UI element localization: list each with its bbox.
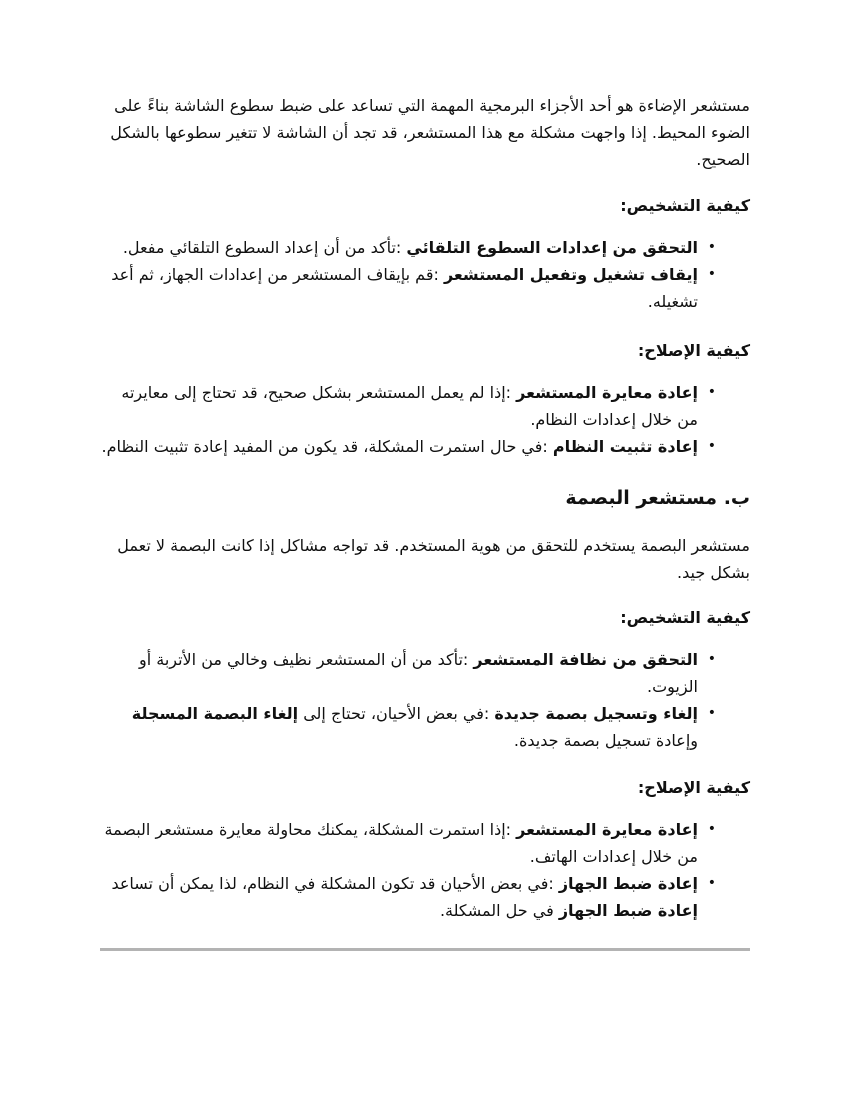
light-diagnosis-heading: كيفية التشخيص: [620, 196, 750, 215]
bullet-icon: • [707, 438, 716, 454]
light-fix-list [100, 379, 750, 460]
bullet-icon: • [707, 875, 716, 891]
item-bold-label: إعادة معايرة المستشعر [516, 383, 698, 402]
section-divider [100, 948, 750, 951]
bullet-icon: • [707, 239, 716, 255]
fingerprint-diagnosis-heading: كيفية التشخيص: [620, 608, 750, 627]
item-bold-label: إيقاف تشغيل وتفعيل المستشعر [443, 265, 698, 284]
item-bold-inline: إلغاء البصمة المسجلة [131, 704, 299, 723]
fingerprint-fix-heading: كيفية الإصلاح: [637, 778, 750, 797]
item-bold-label: التحقق من نظافة المستشعر [473, 650, 698, 669]
item-text: :تأكد من أن إعداد السطوع التلقائي مفعل. [122, 238, 407, 257]
item-bold-label: إعادة معايرة المستشعر [516, 820, 698, 839]
list-item [100, 816, 716, 870]
item-text: :قم بإيقاف المستشعر من إعدادات الجهاز، ثم أعد تشغيله. [111, 265, 698, 311]
item-bold-label: التحقق من إعدادات السطوع التلقائي [406, 238, 698, 257]
item-bold-label: إلغاء وتسجيل بصمة جديدة [494, 704, 698, 723]
list-item [100, 234, 716, 261]
item-bold-inline: إعادة ضبط الجهاز [558, 901, 698, 920]
list-item [100, 870, 716, 924]
item-bold-label: إعادة ضبط الجهاز [558, 874, 698, 893]
light-diagnosis-list [100, 234, 750, 315]
item-text: :في حال استمرت المشكلة، قد يكون من المفيد إعادة تثبيت النظام. [101, 437, 553, 456]
item-text-tail: وإعادة تسجيل بصمة جديدة. [513, 731, 698, 750]
item-text: :في بعض الأحيان قد تكون المشكلة في النظام، لذا يمكن أن تساعد [111, 874, 559, 893]
item-text-tail: في حل المشكلة. [439, 901, 559, 920]
fingerprint-section-title: ب. مستشعر البصمة [565, 487, 750, 509]
light-fix-heading: كيفية الإصلاح: [637, 341, 750, 360]
list-item [100, 646, 716, 700]
item-text: :تأكد من أن المستشعر نظيف وخالي من الأتربة أو الزيوت. [138, 650, 698, 696]
bullet-icon: • [707, 266, 716, 282]
bullet-icon: • [707, 821, 716, 837]
document-page [100, 92, 750, 924]
bullet-icon: • [707, 705, 716, 721]
bullet-icon: • [707, 651, 716, 667]
light-sensor-intro: مستشعر الإضاءة هو أحد الأجزاء البرمجية المهمة التي تساعد على ضبط سطوع الشاشة بناءً على الضوء المحيط. إذا واجهت مشكلة مع هذا المستشعر، قد تجد أن الشاشة لا تتغير سطوعها بالشكل الصحيح. [110, 96, 750, 169]
fingerprint-intro: مستشعر البصمة يستخدم للتحقق من هوية المستخدم. قد تواجه مشاكل إذا كانت البصمة لا تعمل بشكل جيد. [117, 536, 750, 582]
item-text: :إذا استمرت المشكلة، يمكنك محاولة معايرة مستشعر البصمة من خلال إعدادات الهاتف. [104, 820, 698, 866]
list-item [100, 379, 716, 433]
item-text: :إذا لم يعمل المستشعر بشكل صحيح، قد تحتاج إلى معايرته من خلال إعدادات النظام. [121, 383, 698, 429]
list-item [100, 433, 716, 460]
fingerprint-fix-list [100, 816, 750, 924]
bullet-icon: • [707, 384, 716, 400]
list-item [100, 261, 716, 315]
list-item [100, 700, 716, 754]
fingerprint-diagnosis-list [100, 646, 750, 754]
item-text: :في بعض الأحيان، تحتاج إلى [298, 704, 495, 723]
item-bold-label: إعادة تثبيت النظام [552, 437, 698, 456]
